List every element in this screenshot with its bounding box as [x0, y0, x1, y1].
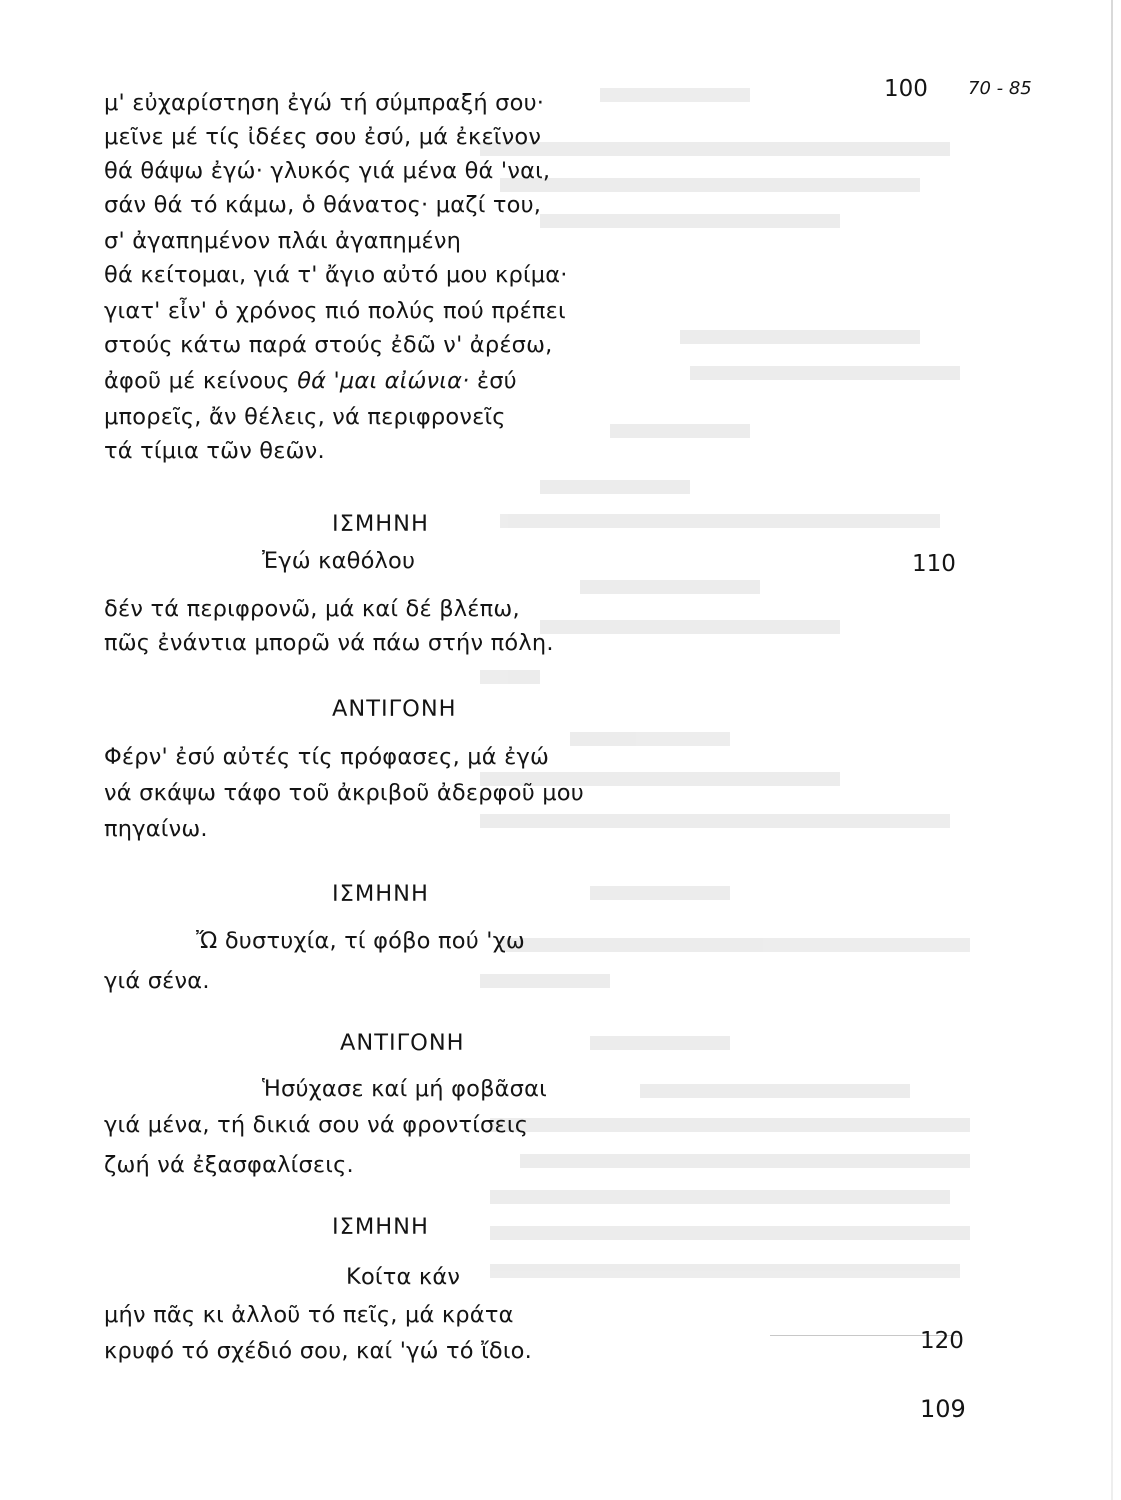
verse-line: μήν πᾶς κι ἀλλοῦ τό πεῖς, μά κράτα — [104, 1302, 514, 1328]
speaker-name: ΑΝΤΙΓΟΝΗ — [332, 696, 457, 722]
line-range-reference: 70 - 85 — [968, 78, 1032, 99]
verse-text: ἐσύ — [469, 368, 517, 394]
line-number: 110 — [912, 551, 956, 577]
verse-text: ἀφοῦ μέ κείνους — [104, 368, 298, 394]
verse-line: Ἡσύχασε καί μή φοβᾶσαι — [262, 1076, 547, 1102]
verse-line: Κοίτα κάν — [346, 1264, 461, 1290]
verse-line: θά θάψω ἐγώ· γλυκός γιά μένα θά 'ναι, — [104, 158, 551, 184]
verse-line: πῶς ἐνάντια μπορῶ νά πάω στήν πόλη. — [104, 630, 554, 656]
verse-line: γιά σένα. — [104, 968, 210, 994]
verse-line: μεῖνε μέ τίς ἰδέες σου ἐσύ, μά ἐκεῖνον — [104, 124, 542, 150]
speaker-name: ΙΣΜΗΝΗ — [332, 881, 429, 907]
verse-line: σ' ἀγαπημένον πλάι ἀγαπημένη — [104, 228, 462, 254]
verse-line: στούς κάτω παρά στούς ἐδῶ ν' ἀρέσω, — [104, 332, 553, 358]
verse-line: Ὤ δυστυχία, τί φόβο πού 'χω — [196, 928, 525, 954]
line-number: 100 — [884, 76, 928, 102]
speaker-name: ΙΣΜΗΝΗ — [332, 1214, 429, 1240]
verse-line — [104, 362, 517, 400]
page-number: 109 — [920, 1395, 966, 1423]
verse-line: τά τίμια τῶν θεῶν. — [104, 438, 325, 464]
verse-italic-text: θά 'μαι αἰώνια· — [297, 368, 470, 394]
verse-line: νά σκάψω τάφο τοῦ ἀκριβοῦ ἀδερφοῦ μου — [104, 780, 584, 806]
verse-line: Ἐγώ καθόλου — [262, 548, 416, 574]
speaker-name: ΑΝΤΙΓΟΝΗ — [340, 1030, 465, 1056]
verse-line: θά κείτομαι, γιά τ' ἄγιο αὐτό μου κρίμα· — [104, 262, 568, 288]
speaker-name: ΙΣΜΗΝΗ — [332, 511, 429, 537]
verse-line: σάν θά τό κάμω, ὁ θάνατος· μαζί του, — [104, 192, 542, 218]
verse-line: ζωή νά ἐξασφαλίσεις. — [104, 1152, 354, 1178]
verse-line: πηγαίνω. — [104, 816, 208, 842]
verse-line: μπορεῖς, ἄν θέλεις, νά περιφρονεῖς — [104, 404, 506, 430]
verse-line: Φέρν' ἐσύ αὐτές τίς πρόφασες, μά ἐγώ — [104, 744, 550, 770]
line-number: 120 — [920, 1328, 964, 1354]
verse-line: γιά μένα, τή δικιά σου νά φροντίσεις — [104, 1112, 529, 1138]
verse-line: μ' εὐχαρίστηση ἐγώ τή σύμπραξή σου· — [104, 90, 545, 116]
verse-line: γιατ' εἶν' ὁ χρόνος πιό πολύς πού πρέπει — [104, 298, 566, 324]
verse-line: δέν τά περιφρονῶ, μά καί δέ βλέπω, — [104, 596, 520, 622]
page-edge — [1111, 0, 1113, 1500]
verse-line: κρυφό τό σχέδιό σου, καί 'γώ τό ἴδιο. — [104, 1338, 532, 1364]
